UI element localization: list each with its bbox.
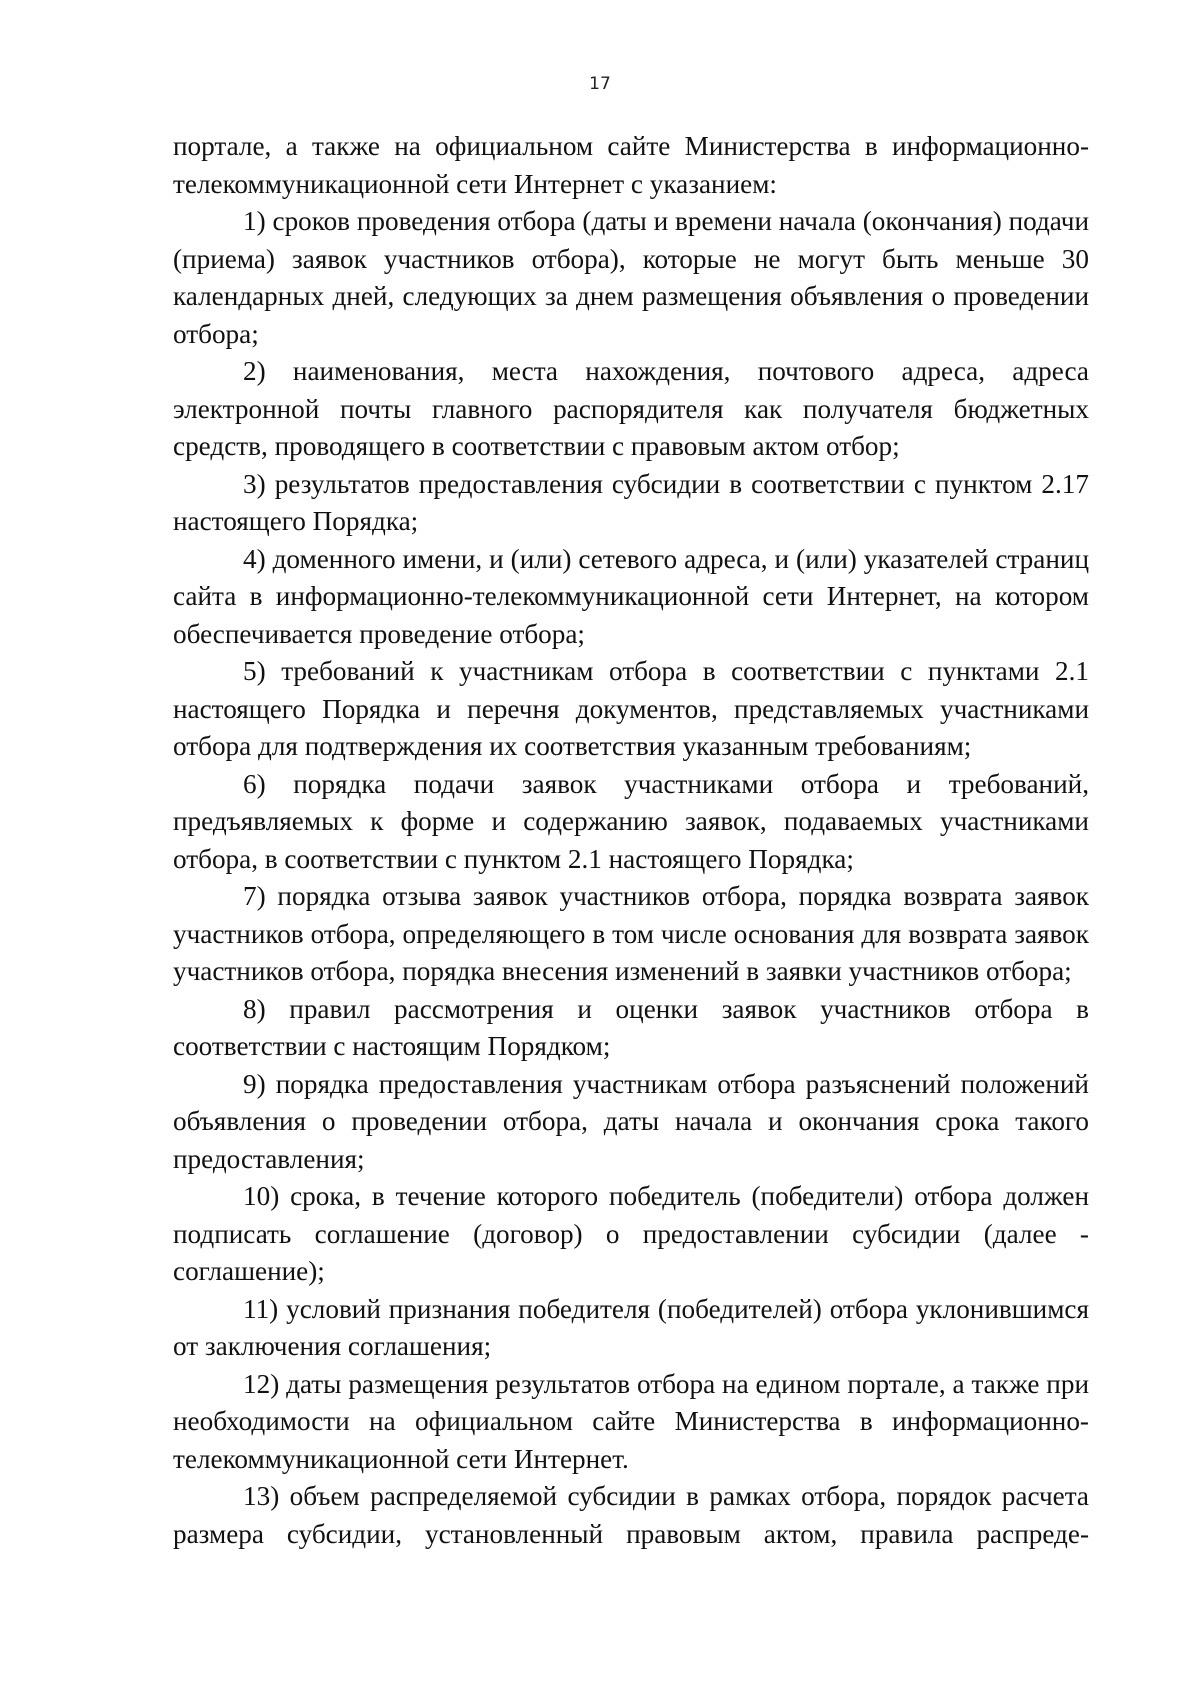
list-item-7: 7) порядка отзыва заявок участников отбора, порядка возврата заявок участников отбора, определяющего в том числе основания для возврата заявок участников отбора, порядка внесения изменений в заявки участников отбора;	[173, 881, 1089, 986]
list-item-2: 2) наименования, места нахождения, почтового адреса, адреса электронной почты главного распорядителя как получателя бюджетных средств, проводящего в соответствии с правовым актом отбор;	[173, 356, 1089, 461]
list-item-1: 1) сроков проведения отбора (даты и времени начала (окончания) подачи (приема) заявок участников отбора), которые не могут быть меньше 30 календарных дней, следующих за днем размещения объявления о проведении отбора;	[173, 206, 1089, 349]
list-item-6: 6) порядка подачи заявок участниками отбора и требований, предъявляемых к форме и содержанию заявок, подаваемых участниками отбора, в соответствии с пунктом 2.1 настоящего Порядка;	[173, 768, 1089, 874]
list-item-5: 5) требований к участникам отбора в соответствии с пунктами 2.1 настоящего Порядка и перечня документов, представляемых участниками отбора для подтверждения их соответствия указанным требованиям;	[173, 656, 1089, 761]
list-item-8: 8) правил рассмотрения и оценки заявок участников отбора в соответствии с настоящим Порядком;	[173, 993, 1089, 1061]
list-item-11: 11) условий признания победителя (победителей) отбора уклонившимся от заключения соглашения;	[173, 1293, 1089, 1361]
list-item-10: 10) срока, в течение которого победитель (победители) отбора должен подписать соглашение (договор) о предоставлении субсидии (далее - соглашение);	[173, 1181, 1089, 1286]
lead-paragraph: порталe, а также на официальном сайте Министерства в информационно-телекоммуникационной сети Интернет с указанием:	[173, 131, 1089, 199]
list-item-4: 4) доменного имени, и (или) сетевого адреса, и (или) указателей страниц сайта в информационно-телекоммуникационной сети Интернет, на котором обеспечивается проведение отбора;	[173, 543, 1089, 649]
document-body	[173, 128, 1089, 1553]
list-item-13: 13) объем распределяемой субсидии в рамках отбора, порядок расчета размера субсидии, установленный правовым актом, правила распреде-	[173, 1481, 1089, 1549]
list-item-9: 9) порядка предоставления участникам отбора разъяснений положений объявления о проведении отбора, даты начала и окончания срока такого предоставления;	[173, 1068, 1089, 1174]
list-item-3: 3) результатов предоставления субсидии в соответствии с пунктом 2.17 настоящего Порядка;	[173, 468, 1089, 536]
page-number: 17	[589, 74, 611, 94]
list-item-12: 12) даты размещения результатов отбора на едином портале, а также при необходимости на официальном сайте Министерства в информационно-телекоммуникационной сети Интернет.	[173, 1368, 1089, 1474]
